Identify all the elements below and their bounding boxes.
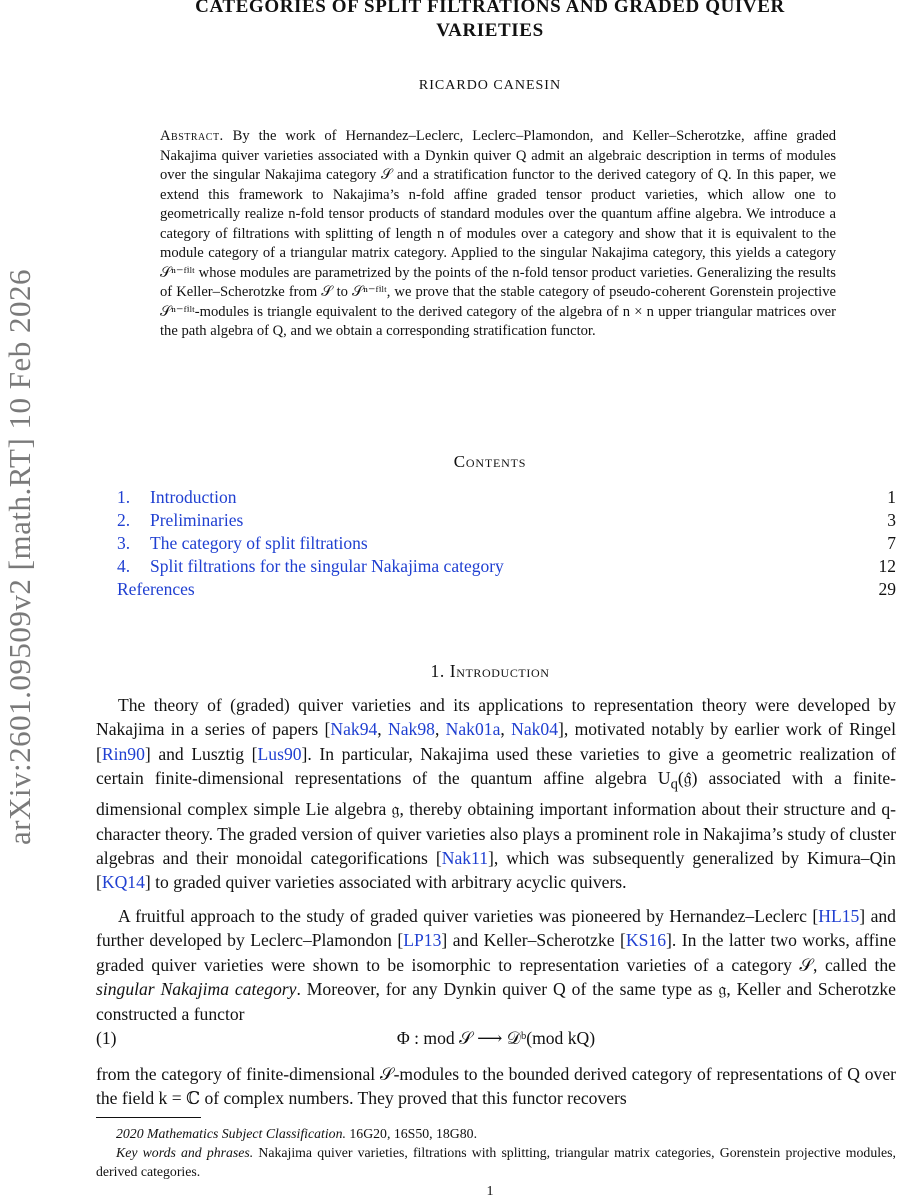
text-run: ], which was subsequently generalized by Kimura–Qin [	[96, 847, 896, 893]
abstract	[160, 127, 836, 342]
text-run: ]. In particular, Nakajima used these varieties to give a geometric realization of certain finite-dimensional representations of the quantum affine algebra U	[96, 743, 897, 789]
equation-1	[96, 1028, 896, 1052]
paper-title-line1: CATEGORIES OF SPLIT FILTRATIONS AND GRADED QUIVER	[195, 0, 785, 17]
toc-entry-number: 1.	[117, 487, 131, 507]
contents-heading: Contents	[453, 452, 527, 471]
toc-entry-number: 4.	[117, 556, 131, 576]
text-run: . Moreover, for any Dynkin quiver Q of the same type as 𝔤, Keller and Scherotzke constructed a functor	[96, 979, 896, 1024]
text-run: ,	[377, 719, 389, 740]
equation-body: Φ : mod 𝒮 ⟶ 𝒟ᵇ(mod kQ)	[396, 1028, 596, 1048]
toc-entry[interactable]	[117, 532, 896, 555]
citation-link[interactable]: LP13	[403, 930, 442, 951]
footnotes	[96, 1124, 896, 1181]
msc-label: 2020 Mathematics Subject Classification.	[116, 1126, 346, 1141]
intro-paragraph-1	[96, 693, 896, 895]
citation-link[interactable]: Nak98	[388, 719, 435, 740]
toc-entry-page: 3	[887, 510, 896, 530]
toc-entry-references[interactable]	[117, 578, 896, 601]
subscript: q	[670, 776, 678, 793]
abstract-label: Abstract.	[160, 128, 224, 144]
page-number: 1	[486, 1184, 494, 1199]
citation-link[interactable]: KS16	[625, 930, 667, 951]
text-run: ,	[434, 719, 446, 740]
text-run: from the category of finite-dimensional 𝒮-modules to the bounded derived category of representations of Q over the field k = ℂ of complex numbers. They proved that this functor recovers	[96, 1064, 896, 1109]
author-name: RICARDO CANESIN	[418, 78, 562, 93]
toc-entry-label[interactable]: Introduction	[150, 487, 237, 507]
intro-paragraph-3	[96, 1062, 896, 1111]
text-run: A fruitful approach to the study of graded quiver varieties was pioneered by Hernandez–Leclerc [	[118, 906, 819, 926]
citation-link[interactable]: Nak04	[511, 719, 559, 740]
toc-entry-label[interactable]: Preliminaries	[150, 510, 244, 530]
text-run: ], motivated notably by earlier work of Ringel [	[96, 719, 897, 764]
section-number: 1.	[430, 661, 445, 681]
paper-title-line2: VARIETIES	[436, 20, 544, 41]
arxiv-identifier	[0, 0, 40, 1200]
arxiv-identifier-text: arXiv:2601.09509v2 [math.RT] 10 Feb 2026	[2, 268, 37, 846]
text-run: ]. In the latter two works, affine graded quiver varieties were shown to be isomorphic to representation varieties of a category 𝒮, called the	[96, 930, 896, 975]
keywords-value: Nakajima quiver varieties, filtrations with splitting, triangular matrix categories, Gorenstein projective modules, derived categories.	[96, 1145, 896, 1179]
text-run: ,	[500, 719, 512, 740]
text-run: The theory of (graded) quiver varieties and its applications to representation theory were developed by Nakajima in a series of papers [	[96, 695, 896, 740]
intro-paragraph-2	[96, 904, 896, 1026]
citation-link[interactable]: Lus90	[257, 743, 302, 764]
toc-entry-label[interactable]: References	[117, 579, 195, 599]
section-heading	[90, 661, 890, 682]
abstract-text: By the work of Hernandez–Leclerc, Leclerc–Plamondon, and Keller–Scherotzke, affine graded Nakajima quiver varieties associated with a Dynkin quiver Q admit an algebraic description in terms of modules over the singular Nakajima category 𝒮 and a stratification functor to the derived category of Q. In this paper, we extend this framework to Nakajima’s n-fold affine graded tensor product varieties, which allow one to geometrically realize n-fold tensor products of standard modules over the quantum affine algebra. We introduce a category of filtrations with splitting of length n of modules over a category and show that it is equivalent to the module category of a triangular matrix category. Applied to the singular Nakajima category, this yields a category 𝒮ⁿ⁻ᶠⁱˡᵗ whose modules are parametrized by the points of the n-fold tensor product varieties. Generalizing the results of Keller–Scherotzke from 𝒮 to 𝒮ⁿ⁻ᶠⁱˡᵗ, we prove that the stable category of pseudo-coherent Gorenstein projective 𝒮ⁿ⁻ᶠⁱˡᵗ-modules is triangle equivalent to the derived category of the algebra of n × n upper triangular matrices over the path algebra of Q, and we obtain a corresponding stratification functor.	[160, 128, 836, 339]
toc-entry-page: 29	[878, 579, 896, 599]
table-of-contents	[117, 486, 896, 601]
emphasis: singular Nakajima category	[96, 979, 297, 1000]
section-title: Introduction	[449, 661, 550, 681]
footnote-rule	[96, 1117, 201, 1118]
toc-entry-number: 2.	[117, 510, 131, 530]
equation-number: (1)	[96, 1028, 117, 1048]
text-run: (𝔤̂) associated with a finite-dimensional complex simple Lie algebra 𝔤, thereby obtaining important information about their structure and q-character theory. The graded version of quiver varieties also plays a prominent role in Nakajima’s study of cluster algebras and their monoidal categorifications [	[96, 768, 896, 868]
citation-link[interactable]: Nak11	[441, 847, 488, 868]
toc-entry-page: 7	[887, 533, 896, 553]
toc-entry-page: 12	[878, 556, 896, 576]
toc-entry[interactable]	[117, 509, 896, 532]
text-run: ] and Lusztig [	[144, 743, 258, 764]
citation-link[interactable]: Rin90	[101, 743, 145, 764]
toc-entry-page: 1	[887, 487, 896, 507]
citation-link[interactable]: KQ14	[101, 872, 145, 893]
toc-entry[interactable]	[117, 486, 896, 509]
citation-link[interactable]: Nak01a	[445, 719, 501, 740]
citation-link[interactable]: HL15	[818, 906, 860, 926]
text-run: ] and Keller–Scherotzke [	[441, 930, 626, 951]
toc-entry-label[interactable]: Split filtrations for the singular Nakajima category	[150, 556, 504, 576]
text-run: ] to graded quiver varieties associated with arbitrary acyclic quivers.	[144, 872, 627, 893]
text-run: ] and further developed by Leclerc–Plamondon [	[96, 906, 896, 951]
toc-entry-number: 3.	[117, 533, 131, 553]
keywords-label: Key words and phrases.	[116, 1145, 254, 1160]
citation-link[interactable]: Nak94	[330, 719, 378, 740]
toc-entry-label[interactable]: The category of split filtrations	[150, 533, 368, 553]
toc-entry[interactable]	[117, 555, 896, 578]
msc-value: 16G20, 16S50, 18G80.	[349, 1126, 478, 1141]
